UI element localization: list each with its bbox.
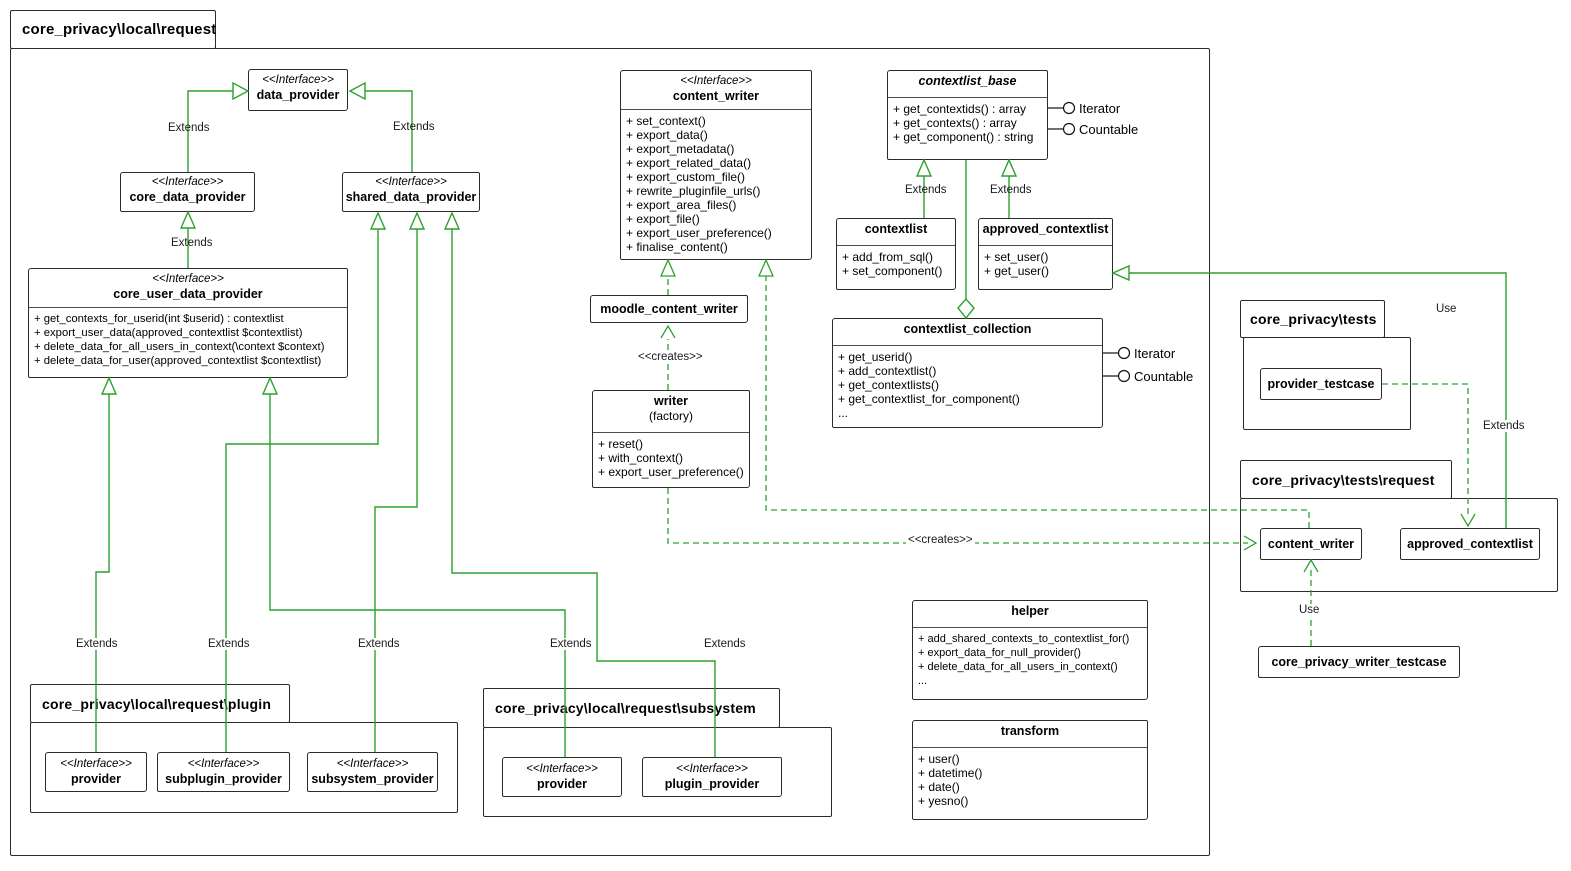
class-name: core_user_data_provider (113, 287, 263, 301)
method-line: + delete_data_for_all_users_in_context(\context $context) (34, 341, 325, 353)
method-line: + rewrite_pluginfile_urls() (626, 184, 761, 198)
class-subplugin-provider (157, 752, 290, 792)
class-contextlist-collection (832, 318, 1103, 428)
class-core-privacy-writer-testcase (1258, 646, 1460, 678)
method-line: + export_metadata() (626, 142, 735, 156)
package-title: core_privacy\local\request (22, 21, 217, 38)
class-name: subsystem_provider (311, 772, 434, 786)
class-name: approved_contextlist (1407, 537, 1533, 551)
package-plugin-tab (30, 684, 290, 723)
class-name: provider_testcase (1267, 377, 1375, 391)
class-moodle-content-writer (590, 295, 748, 323)
method-line: + add_shared_contexts_to_contextlist_for() (918, 633, 1130, 645)
class-transform (912, 720, 1148, 820)
class-name: content_writer (672, 89, 760, 103)
method-line: + get_contexts() : array (893, 116, 1017, 130)
class-subtitle: (factory) (648, 409, 693, 423)
method-list (29, 307, 347, 372)
method-list (833, 345, 1102, 424)
class-name: moodle_content_writer (600, 302, 738, 316)
method-line: + export_user_data(approved_contextlist $contextlist) (34, 327, 303, 339)
class-name: transform (1000, 724, 1060, 738)
edge-label-extends: Extends (168, 122, 210, 134)
class-provider-testcase (1260, 368, 1382, 400)
class-core-user-data-provider (28, 268, 348, 378)
method-list (913, 747, 1147, 812)
stereotype: <<Interface>> (152, 273, 224, 285)
package-subsystem-tab (483, 688, 780, 728)
edge-label-extends: Extends (76, 638, 118, 650)
edge-label-extends: Extends (990, 184, 1032, 196)
method-line: + export_file() (626, 212, 700, 226)
class-shared-data-provider (342, 172, 480, 212)
stereotype: <<Interface>> (151, 176, 224, 188)
class-tests-approved-contextlist (1400, 528, 1540, 560)
class-approved-contextlist (978, 218, 1113, 290)
class-name: provider (536, 777, 587, 791)
stereotype: <<Interface>> (60, 758, 132, 770)
method-list (888, 97, 1047, 148)
edge-label-extends: Extends (704, 638, 746, 650)
class-name: data_provider (256, 88, 340, 102)
method-line: + export_custom_file() (626, 170, 746, 184)
method-line: + get_contexts_for_userid(int $userid) : contextlist (34, 313, 284, 325)
class-content-writer-interface (620, 70, 812, 260)
method-line: + date() (918, 780, 960, 794)
method-line: + finalise_content() (626, 240, 728, 254)
lollipop-label-iterator: Iterator (1079, 101, 1121, 116)
method-line: + export_related_data() (626, 156, 752, 170)
edge-label-extends: Extends (905, 184, 947, 196)
stereotype: <<Interface>> (336, 758, 409, 770)
class-name: contextlist (864, 222, 928, 236)
method-list (837, 245, 955, 282)
method-list (593, 432, 749, 483)
stereotype: <<Interface>> (676, 763, 748, 775)
method-line: + get_contextlist_for_component() (838, 392, 1020, 406)
class-subsys-provider (502, 757, 622, 797)
stereotype: <<Interface>> (375, 176, 447, 188)
class-name: contextlist_base (918, 74, 1017, 88)
package-title: core_privacy\local\request\subsystem (495, 700, 756, 716)
class-name: shared_data_provider (345, 190, 477, 204)
edge-label-extends: Extends (393, 121, 435, 133)
package-title: core_privacy\local\request\plugin (42, 695, 272, 712)
method-list (913, 627, 1147, 692)
class-writer-factory (592, 390, 750, 488)
package-title: core_privacy\tests (1250, 311, 1377, 327)
method-line: + set_user() (984, 250, 1049, 264)
method-line: + reset() (598, 437, 644, 451)
method-line: + set_context() (626, 114, 706, 128)
method-line: + get_contextids() : array (893, 102, 1027, 116)
package-title: core_privacy\tests\request (1252, 471, 1435, 488)
method-line: + yesno() (918, 794, 969, 808)
method-line: + export_data() (626, 128, 708, 142)
class-name: contextlist_collection (903, 322, 1032, 336)
method-line: + datetime() (918, 766, 983, 780)
method-line: ... (918, 675, 928, 687)
package-tests-tab (1240, 300, 1385, 338)
stereotype: <<Interface>> (262, 74, 334, 86)
class-subsys-plugin-provider (642, 757, 782, 797)
method-line: + export_data_for_null_provider() (918, 647, 1081, 659)
edge-label-extends: Extends (358, 638, 400, 650)
class-helper (912, 600, 1148, 700)
method-line: + get_contextlists() (838, 378, 940, 392)
class-plugin-provider (45, 752, 147, 792)
class-name: content_writer (1267, 537, 1355, 551)
class-name: approved_contextlist (982, 222, 1109, 236)
edge-label-use: Use (1299, 604, 1320, 616)
method-list (979, 245, 1112, 282)
method-line: + get_userid() (838, 350, 913, 364)
method-line: + delete_data_for_all_users_in_context() (918, 661, 1118, 673)
edge-label-extends: Extends (1483, 420, 1525, 432)
class-name: plugin_provider (664, 777, 760, 791)
edge-label-extends: Extends (550, 638, 592, 650)
method-line: ... (838, 406, 849, 420)
package-tests-request-tab (1240, 460, 1452, 499)
class-subsystem-provider (307, 752, 438, 792)
method-list (621, 109, 811, 258)
edge-label-extends: Extends (208, 638, 250, 650)
class-name: provider (70, 772, 121, 786)
class-core-data-provider (120, 172, 255, 212)
edge-label-creates: <<creates>> (638, 351, 703, 363)
class-tests-content-writer (1260, 528, 1362, 560)
method-line: + export_user_preference() (626, 226, 772, 240)
class-contextlist-base (887, 70, 1048, 160)
class-data-provider (248, 69, 348, 111)
class-name: writer (653, 394, 689, 408)
lollipop-label-countable: Countable (1134, 369, 1194, 384)
method-line: + export_area_files() (626, 198, 737, 212)
stereotype: <<Interface>> (187, 758, 260, 770)
class-name: core_privacy_writer_testcase (1271, 655, 1447, 669)
class-name: helper (1011, 604, 1049, 618)
method-line: + user() (918, 752, 960, 766)
package-request-tab (10, 10, 216, 49)
lollipop-label-countable: Countable (1079, 122, 1139, 137)
method-line: + add_from_sql() (842, 250, 934, 264)
stereotype: <<Interface>> (526, 763, 598, 775)
method-line: + set_component() (842, 264, 943, 278)
method-line: + export_user_preference() (598, 465, 744, 479)
class-name: core_data_provider (129, 190, 246, 204)
edge-label-creates: <<creates>> (908, 534, 973, 546)
method-line: + delete_data_for_user(approved_contextlist $contextlist) (34, 355, 322, 367)
method-line: + get_component() : string (893, 130, 1034, 144)
method-line: + get_user() (984, 264, 1050, 278)
edge-label-extends: Extends (171, 237, 213, 249)
lollipop-label-iterator: Iterator (1134, 346, 1176, 361)
stereotype: <<Interface>> (680, 75, 752, 87)
class-contextlist (836, 218, 956, 290)
edge-label-use: Use (1436, 303, 1457, 315)
method-line: + add_contextlist() (838, 364, 937, 378)
class-name: subplugin_provider (165, 772, 282, 786)
method-line: + with_context() (598, 451, 684, 465)
